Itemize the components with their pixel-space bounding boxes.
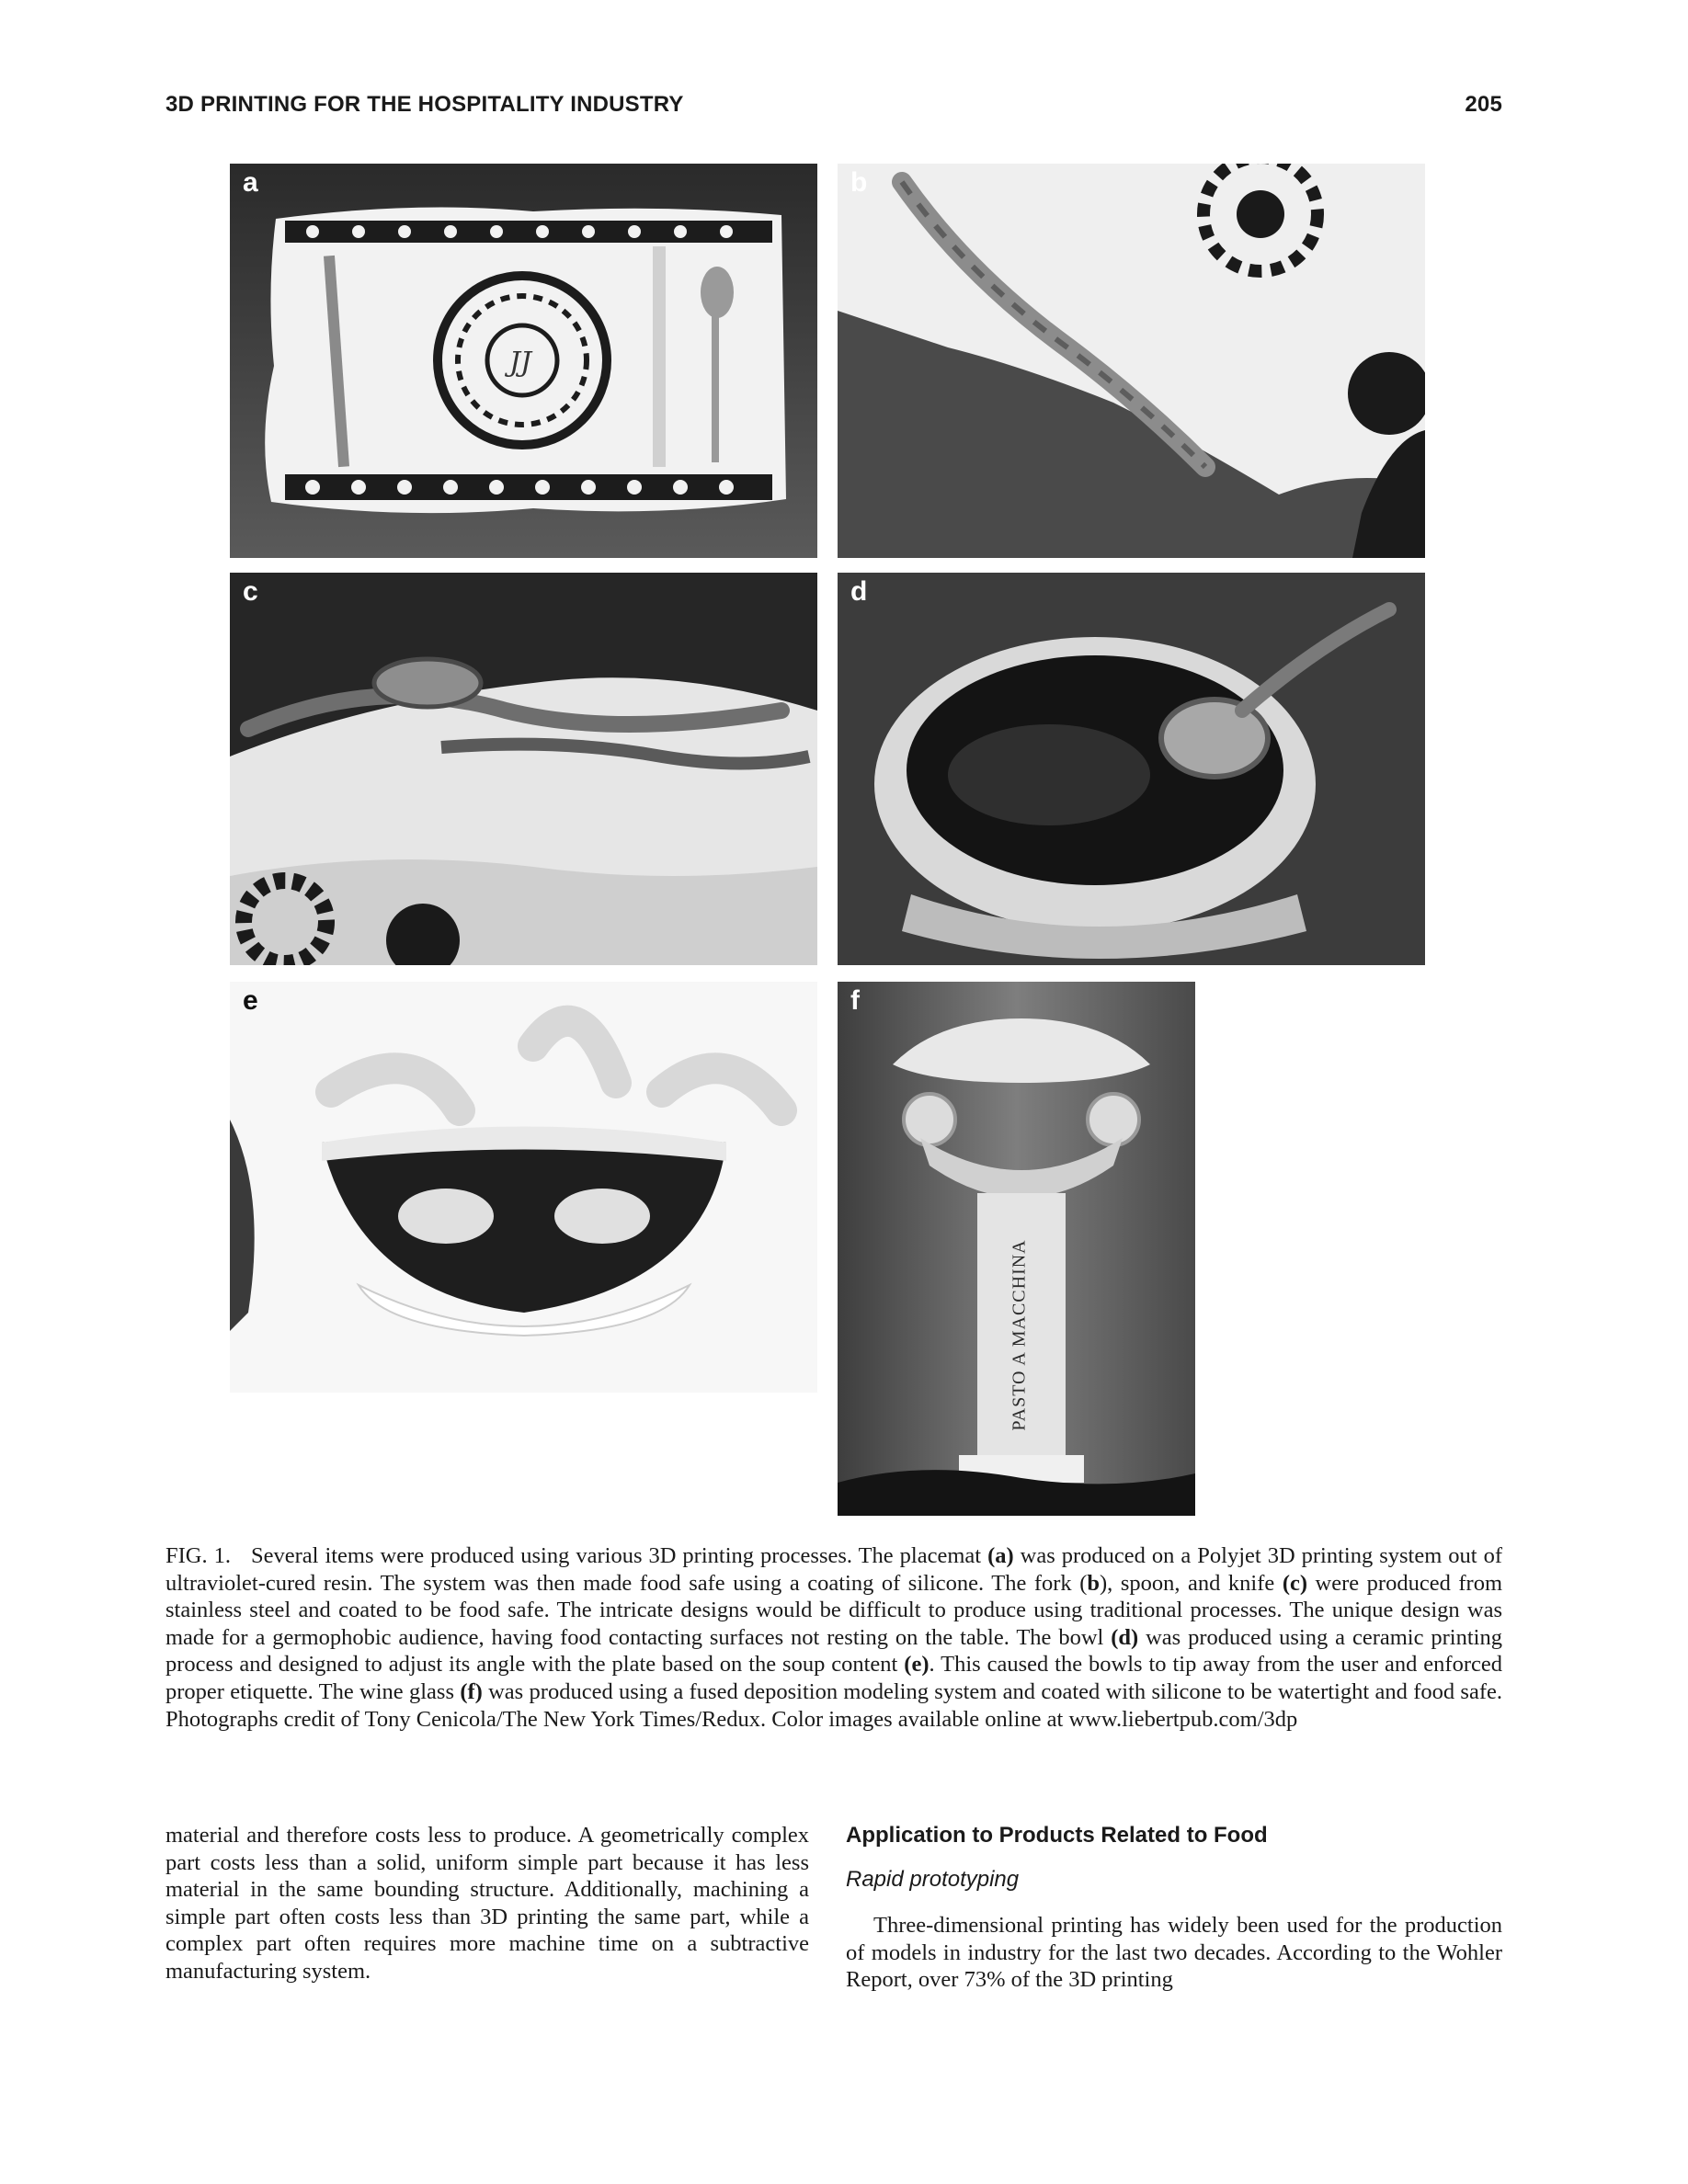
caption-ref-e: (e)	[904, 1652, 930, 1678]
caption-ref-f: (f)	[460, 1678, 483, 1704]
caption-ref-a: (a)	[987, 1543, 1014, 1568]
caption-seg-8: was produced using a ceramic printing process and designed to adjust its angle with the plate based on the soup content	[165, 1624, 1502, 1678]
caption-ref-c: (c)	[1282, 1570, 1308, 1596]
panel-label-e: e	[243, 985, 258, 1016]
caption-seg-10: . This caused the bowls to tip away from the user and enforced proper etiquette. The wine glass	[165, 1652, 1502, 1704]
caption-seg-0: Several items were produced using various 3D printing processes. The placemat	[250, 1543, 988, 1568]
figure-panel-a	[230, 164, 817, 558]
figure-panel-c	[230, 573, 817, 965]
caption-ref-d: (d)	[1111, 1624, 1139, 1650]
mask-bowl-photo	[230, 982, 817, 1393]
running-head	[165, 92, 1502, 123]
body-right-column	[846, 1822, 1502, 1994]
caption-text	[165, 1543, 1502, 1732]
right-column-paragraph: Three-dimensional printing has widely been used for the production of models in industry for the last two decades. According to the Wohler Report, over 73% of the 3D printing	[846, 1913, 1502, 1993]
svg-text:JJ: JJ	[509, 347, 532, 379]
panel-label-b: b	[850, 167, 868, 198]
panel-label-f: f	[850, 985, 860, 1016]
fork-photo	[838, 164, 1425, 558]
caption-seg-6: were produced from stainless steel and coated to be food safe. The intricate designs would be difficult to produce using traditional processes. The unique design was made for a germophobic audience, having food contacting surfaces not resting on the table. The bowl	[165, 1570, 1502, 1650]
figure-caption	[165, 1542, 1502, 1733]
panel-label-d: d	[850, 576, 868, 607]
caption-seg-2: was produced on a Polyjet 3D printing system out of ultraviolet-cured resin. The system was then made food safe using a coating of silicone. The fork (	[165, 1543, 1502, 1596]
panel-label-c: c	[243, 576, 258, 607]
caption-seg-12: was produced using a fused deposition modeling system and coated with silicone to be watertight and food safe. Photographs credit of Tony Cenicola/The New York Times/Redux. Color images available online at www.liebertpub.com/3dp	[165, 1678, 1502, 1732]
subsection-heading: Rapid prototyping	[846, 1867, 1020, 1892]
figure-panel-e	[230, 982, 817, 1393]
placemat-photo	[230, 164, 817, 558]
figure-panel-b	[838, 164, 1425, 558]
body-left-column	[165, 1822, 809, 1985]
figure-panel-f	[838, 982, 1195, 1516]
section-heading: Application to Products Related to Food	[846, 1823, 1268, 1848]
page-number: 205	[1465, 92, 1502, 117]
figure-number: FIG. 1.	[165, 1543, 231, 1568]
column-engraving: PASTO A MACCHINA	[1009, 1239, 1030, 1431]
running-head-title: 3D PRINTING FOR THE HOSPITALITY INDUSTRY	[165, 92, 684, 117]
caption-seg-4: ), spoon, and knife	[1100, 1570, 1283, 1596]
panel-label-a: a	[243, 167, 258, 198]
left-column-paragraph: material and therefore costs less to produce. A geometrically complex part costs less than a solid, uniform simple part because it has less material in the same bounding structure. Additionally, machining a simple part often costs less than 3D printing the same part, while a complex part often requires more machine time on a subtractive manufacturing system.	[165, 1823, 809, 1984]
spoon-knife-photo	[230, 573, 817, 965]
soup-bowl-photo	[838, 573, 1425, 965]
figure-panel-d	[838, 573, 1425, 965]
caption-ref-b: b	[1087, 1570, 1101, 1596]
